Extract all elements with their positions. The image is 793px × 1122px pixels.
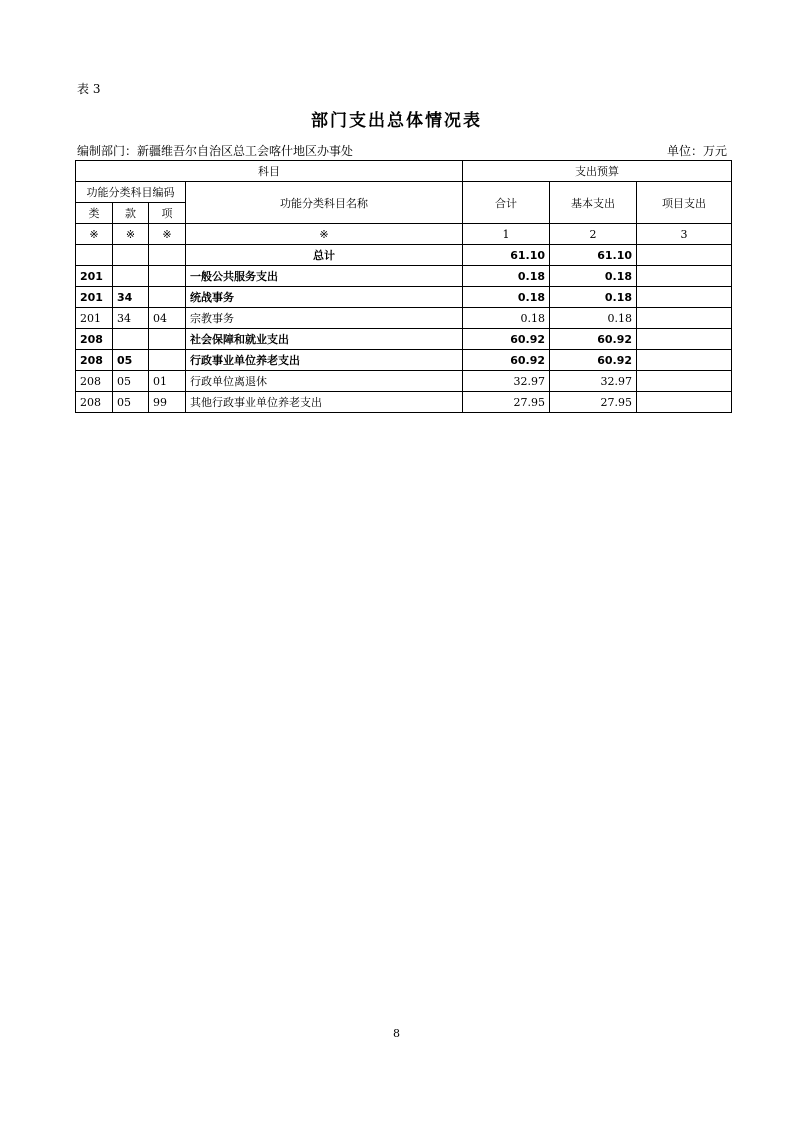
header-xiang: 项 bbox=[149, 203, 186, 224]
cell-lei: 208 bbox=[76, 329, 113, 350]
cell-basic: 0.18 bbox=[550, 287, 637, 308]
cell-kuan bbox=[113, 329, 149, 350]
header-kuan: 款 bbox=[113, 203, 149, 224]
cell-project bbox=[637, 329, 732, 350]
total-kuan bbox=[113, 245, 149, 266]
total-row bbox=[76, 245, 732, 266]
cell-total: 0.18 bbox=[463, 287, 550, 308]
cell-basic: 32.97 bbox=[550, 371, 637, 392]
index-project: 3 bbox=[637, 224, 732, 245]
header-basic: 基本支出 bbox=[550, 182, 637, 224]
index-kuan: ※ bbox=[113, 224, 149, 245]
header-row-1 bbox=[76, 161, 732, 182]
cell-name: 统战事务 bbox=[186, 287, 463, 308]
cell-lei: 208 bbox=[76, 371, 113, 392]
total-label: 总计 bbox=[186, 245, 463, 266]
cell-total: 0.18 bbox=[463, 266, 550, 287]
cell-kuan: 34 bbox=[113, 308, 149, 329]
total-lei bbox=[76, 245, 113, 266]
header-lei: 类 bbox=[76, 203, 113, 224]
cell-kuan bbox=[113, 266, 149, 287]
header-name: 功能分类科目名称 bbox=[186, 182, 463, 224]
expenditure-table bbox=[75, 160, 732, 413]
cell-project bbox=[637, 392, 732, 413]
table-row bbox=[76, 266, 732, 287]
cell-xiang bbox=[149, 287, 186, 308]
cell-project bbox=[637, 287, 732, 308]
cell-kuan: 05 bbox=[113, 350, 149, 371]
index-row bbox=[76, 224, 732, 245]
department-line: 编制部门：新疆维吾尔自治区总工会喀什地区办事处 bbox=[77, 144, 354, 158]
total-amount: 61.10 bbox=[463, 245, 550, 266]
cell-name: 一般公共服务支出 bbox=[186, 266, 463, 287]
unit-line: 单位：万元 bbox=[666, 144, 727, 158]
index-lei: ※ bbox=[76, 224, 113, 245]
cell-name: 行政事业单位养老支出 bbox=[186, 350, 463, 371]
cell-xiang bbox=[149, 350, 186, 371]
cell-basic: 0.18 bbox=[550, 266, 637, 287]
header-subject: 科目 bbox=[76, 161, 463, 182]
cell-xiang: 01 bbox=[149, 371, 186, 392]
table-row bbox=[76, 287, 732, 308]
cell-name: 其他行政事业单位养老支出 bbox=[186, 392, 463, 413]
header-project: 项目支出 bbox=[637, 182, 732, 224]
cell-name: 宗教事务 bbox=[186, 308, 463, 329]
header-budget: 支出预算 bbox=[463, 161, 732, 182]
cell-total: 27.95 bbox=[463, 392, 550, 413]
cell-basic: 60.92 bbox=[550, 350, 637, 371]
total-basic: 61.10 bbox=[550, 245, 637, 266]
cell-kuan: 05 bbox=[113, 371, 149, 392]
cell-xiang bbox=[149, 266, 186, 287]
cell-basic: 0.18 bbox=[550, 308, 637, 329]
cell-xiang: 04 bbox=[149, 308, 186, 329]
cell-total: 32.97 bbox=[463, 371, 550, 392]
cell-name: 行政单位离退休 bbox=[186, 371, 463, 392]
cell-project bbox=[637, 308, 732, 329]
cell-lei: 201 bbox=[76, 308, 113, 329]
page-title: 部门支出总体情况表 bbox=[311, 111, 482, 131]
cell-total: 0.18 bbox=[463, 308, 550, 329]
table-row bbox=[76, 392, 732, 413]
page-number: 8 bbox=[393, 1027, 400, 1040]
table-row bbox=[76, 350, 732, 371]
cell-xiang: 99 bbox=[149, 392, 186, 413]
cell-project bbox=[637, 266, 732, 287]
cell-lei: 208 bbox=[76, 392, 113, 413]
index-name: ※ bbox=[186, 224, 463, 245]
cell-basic: 27.95 bbox=[550, 392, 637, 413]
table-row bbox=[76, 329, 732, 350]
cell-project bbox=[637, 350, 732, 371]
cell-kuan: 05 bbox=[113, 392, 149, 413]
header-code-group: 功能分类科目编码 bbox=[76, 182, 186, 203]
cell-basic: 60.92 bbox=[550, 329, 637, 350]
index-basic: 2 bbox=[550, 224, 637, 245]
cell-total: 60.92 bbox=[463, 350, 550, 371]
header-row-2 bbox=[76, 182, 732, 203]
index-xiang: ※ bbox=[149, 224, 186, 245]
cell-kuan: 34 bbox=[113, 287, 149, 308]
cell-project bbox=[637, 371, 732, 392]
table-row bbox=[76, 371, 732, 392]
header-total: 合计 bbox=[463, 182, 550, 224]
table-row bbox=[76, 308, 732, 329]
cell-lei: 201 bbox=[76, 266, 113, 287]
cell-name: 社会保障和就业支出 bbox=[186, 329, 463, 350]
cell-lei: 201 bbox=[76, 287, 113, 308]
table-label: 表 3 bbox=[77, 82, 101, 96]
cell-lei: 208 bbox=[76, 350, 113, 371]
total-xiang bbox=[149, 245, 186, 266]
total-project bbox=[637, 245, 732, 266]
cell-total: 60.92 bbox=[463, 329, 550, 350]
cell-xiang bbox=[149, 329, 186, 350]
index-total: 1 bbox=[463, 224, 550, 245]
